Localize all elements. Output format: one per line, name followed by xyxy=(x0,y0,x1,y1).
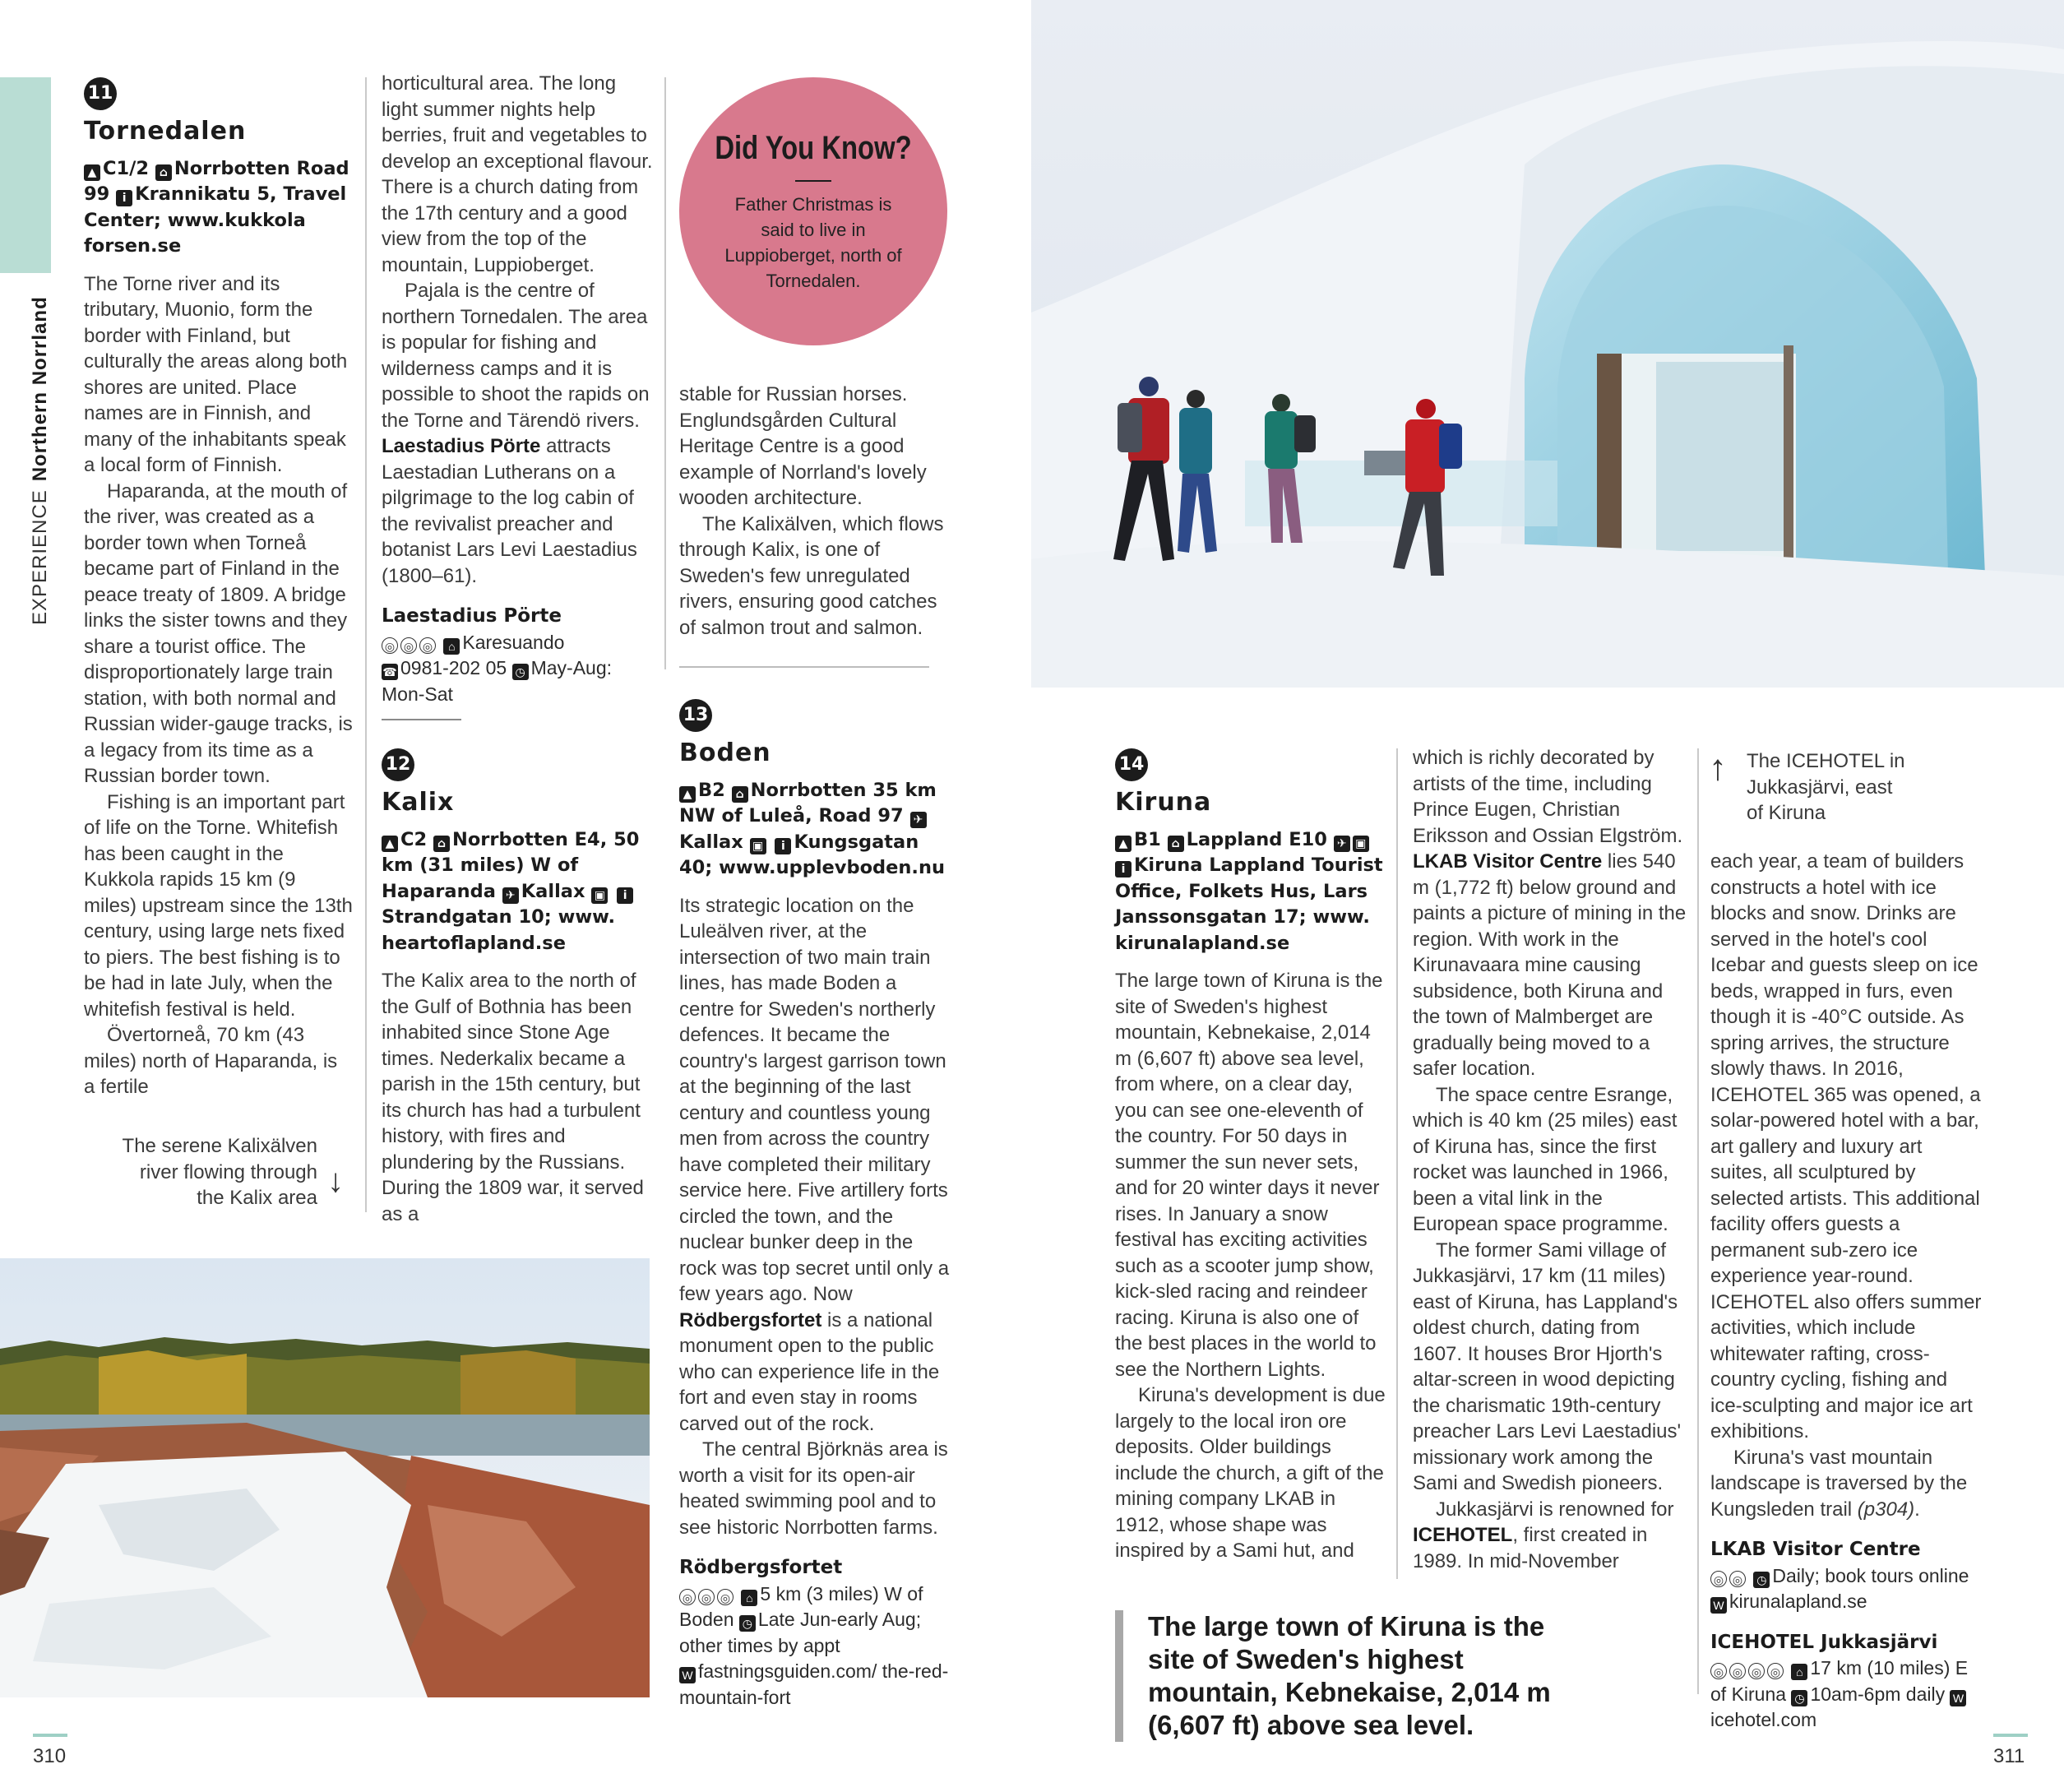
tornedalen-facts: ▲ C1/2 ⌂ Norrbotten Road 99 i Krannikatu 5, Travel Center; www.kukkola forsen.se xyxy=(84,157,349,257)
kiruna-column xyxy=(1115,748,1386,1564)
map-ref-icon: ▲ xyxy=(84,164,100,181)
section-tab xyxy=(0,77,51,273)
kiruna-title: Kiruna xyxy=(1115,788,1212,817)
train-icon: ▣ xyxy=(1353,836,1369,852)
web-icon: W xyxy=(1950,1690,1966,1706)
kalix-paragraph: The Kalix area to the north of the Gulf of Bothnia has been inhabited since Stone Age times. Nederkalix became a parish in the 15th century, but its church has had a turbulent history, with fires and plundering by the Russians. During the 1809 war, it served as a xyxy=(382,970,644,1225)
laestadius-listing: Laestadius Pörte ◎ ◎ ◎ ⌂ Karesuando ☎ 0981-202 05 ◷ May-Aug: Mon-Sat xyxy=(382,604,653,707)
kiruna-paragraph: each year, a team of builders constructs a hotel with ice blocks and snow. Drinks are served in the hotel's cool Icebar and guests sleep on ice beds, wrapped in furs, even though it is -40°C outside. As spring arrives, the structure slowly thaws. In 2016, ICEHOTEL 365 was opened, a solar-powered hotel with a bar, art gallery and luxury art suites, all sculptured by selected artists. This additional facility offers guests a permanent sub-zero ice experience year-round. ICEHOTEL also offers summer activities, which include whitewater rafting, cross-country cycling, fishing and ice-sculpting and major ice art exhibitions. xyxy=(1710,850,1982,1442)
icehotel-website-link[interactable]: icehotel.com xyxy=(1710,1709,1817,1730)
kalix-paragraph: The Kalixälven, which flows through Kalix, is one of Sweden's few unregulated rivers, ensuring good catches of salmon trout and salmon. xyxy=(679,512,944,639)
icehotel-photo xyxy=(1031,0,2064,688)
icehotel-column xyxy=(1710,849,1982,1734)
phone-icon: ☎ xyxy=(382,665,397,678)
boden-paragraph: Its strategic location on the Luleälven river, at the intersection of two main train lines, has made Boden a centre for Sweden's northerly defences. It became the country's largest garrison town at the beginning of the last century and countless young men from across the country have completed their military service here. Five artillery forts circled the town, and the nuclear bunker deep in the rock was top secret until only a few years ago. Now Rödbergsfortet is a national monument open to the public who can experience life in the fort and even stay in rooms carved out of the rock. xyxy=(679,894,950,1435)
entry-number-11: 11 xyxy=(84,77,117,110)
address-icon: ⌂ xyxy=(1791,1664,1807,1680)
entry-number-14: 14 xyxy=(1115,748,1148,781)
clock-icon: ◷ xyxy=(512,664,529,680)
map-ref-icon: ▲ xyxy=(679,786,696,803)
clock-icon: ◷ xyxy=(1753,1572,1770,1588)
shop-icon: ◎ xyxy=(1767,1663,1784,1679)
entry-number-13: 13 xyxy=(679,699,712,732)
lkab-listing: LKAB Visitor Centre ◎ ◎ ◷ Daily; book tours online W kirunalapland.se xyxy=(1710,1537,1982,1615)
kalix-column xyxy=(382,748,653,1227)
icehotel-listing: ICEHOTEL Jukkasjärvi ◎ ◎ ◎ ◎ ⌂ 17 km (10 miles) E of Kiruna ◷ 10am-6pm daily Wicehotel.com xyxy=(1710,1630,1982,1734)
tornedalen-column xyxy=(84,77,354,1100)
sidebar-section: EXPERIENCE xyxy=(29,489,51,625)
restaurant-icon: ◎ xyxy=(1748,1663,1765,1679)
kiruna-paragraph: The former Sami village of Jukkasjärvi, 17 km (11 miles) east of Kiruna, has Lappland's oldest church, dating from 1607. It houses Bror Hjorth's altar-screen in wood depicting the charismatic 19th-century preacher Lars Levi Laestadius' missionary work among the Sami and Swedish pioneers. xyxy=(1413,1239,1682,1494)
tornedalen-continued-column xyxy=(382,71,653,707)
tornedalen-title: Tornedalen xyxy=(84,117,247,146)
tornedalen-paragraph: Haparanda, at the mouth of the river, was created as a border town when Torneå became part of Finland in the peace treaty of 1809. A bridge links the sister towns and they share a tourist office. The disproportionately large train station, with both normal and Russian wider-gauge tracks, is a legacy from its time as a Russian border town. xyxy=(84,479,353,787)
page-number-right: 311 xyxy=(1993,1734,2028,1768)
page-number-tab xyxy=(1993,1734,2028,1737)
listing-title: Laestadius Pörte xyxy=(382,605,562,627)
shop-icon: ◎ xyxy=(419,637,436,654)
tornedalen-website-link[interactable]: Krannikatu 5, Travel Center; www.kukkola forsen.se xyxy=(84,183,347,257)
column-rule xyxy=(1396,748,1398,1579)
family-icon: ◎ xyxy=(698,1589,715,1605)
kalix-river-illustration xyxy=(0,1258,650,1697)
listing-title: LKAB Visitor Centre xyxy=(1710,1539,1921,1560)
kiruna-paragraph: Kiruna's development is due largely to the local iron ore deposits. Older buildings include the church, a gift of the mining company LKAB in 1912, whose shape was inspired by a Sami hut, and xyxy=(1115,1384,1386,1562)
section-divider xyxy=(382,719,461,720)
callout-divider xyxy=(795,180,831,182)
address-icon: ⌂ xyxy=(741,1590,757,1606)
arrow-up-icon: ↑ xyxy=(1709,748,1727,788)
tornedalen-paragraph: horticultural area. The long light summer nights help berries, fruit and vegetables to develop an exceptional flavour. There is a church dating from the 17th century and a good view from the top of the mountain, Luppioberget. xyxy=(382,72,653,276)
kalix-river-photo xyxy=(0,1258,650,1697)
info-icon: i xyxy=(116,190,132,206)
family-icon: ◎ xyxy=(400,637,417,654)
arrow-down-icon: ↓ xyxy=(327,1163,344,1199)
kalix-title: Kalix xyxy=(382,788,455,817)
lkab-website-link[interactable]: kirunalapland.se xyxy=(1729,1591,1867,1612)
kiruna-website-link[interactable]: Kiruna Lappland Tourist Office, Folkets Hus, Lars Janssonsgatan 17; www. kirunalapland.se xyxy=(1115,854,1383,954)
train-icon: ▣ xyxy=(750,838,766,854)
boden-paragraph: The central Björknäs area is worth a visit for its open-air heated swimming pool and to see historic Norrbotten farms. xyxy=(679,1438,948,1539)
icehotel-photo-caption: The ICEHOTEL in Jukkasjärvi, east of Kiruna xyxy=(1747,750,1905,824)
family-icon: ◎ xyxy=(1729,1571,1746,1587)
section-divider xyxy=(679,666,929,668)
train-icon: ▣ xyxy=(591,887,608,904)
listing-title: Rödbergsfortet xyxy=(679,1557,843,1578)
shop-icon: ◎ xyxy=(717,1589,734,1605)
kiruna-paragraph: Jukkasjärvi is renowned for ICEHOTEL, first created in 1989. In mid-November xyxy=(1413,1498,1674,1572)
kalix-paragraph: stable for Russian horses. Englundsgården Cultural Heritage Centre is a good example of Norrland's lovely wooden architecture. xyxy=(679,383,927,509)
address-icon: ⌂ xyxy=(732,786,748,803)
section-sidebar-label xyxy=(29,296,52,625)
icehotel-illustration xyxy=(1031,0,2064,688)
rodbergsfortet-listing: Rödbergsfortet ◎ ◎ ◎ ⌂ 5 km (3 miles) W of Boden ◷ Late Jun-early Aug; other times by appt W fastningsguiden.com/ the-red-mountain-fort xyxy=(679,1555,951,1711)
pull-quote: The large town of Kiruna is the site of Sweden's highest mountain, Kebnekaise, 2,014 m (6,607 ft) above sea level. xyxy=(1115,1610,1576,1742)
page-number-left: 310 xyxy=(33,1734,67,1768)
family-icon: ◎ xyxy=(1729,1663,1746,1679)
did-you-know-title: Did You Know? xyxy=(715,130,912,166)
boden-title: Boden xyxy=(679,739,771,767)
clock-icon: ◷ xyxy=(1791,1690,1807,1706)
did-you-know-callout xyxy=(679,77,947,345)
tornedalen-paragraph: Övertorneå, 70 km (43 miles) north of Haparanda, is a fertile xyxy=(84,1024,338,1098)
kalix-website-link[interactable]: Strandgatan 10; www. heartoflapland.se xyxy=(382,906,616,954)
info-icon: i xyxy=(617,887,633,904)
airport-icon: ✈ xyxy=(502,887,519,904)
info-icon: i xyxy=(1115,861,1131,877)
boden-column xyxy=(679,699,951,1711)
listing-title: ICEHOTEL Jukkasjärvi xyxy=(1710,1631,1938,1653)
kiruna-paragraph: The space centre Esrange, which is 40 km (25 miles) east of Kiruna has, since the first rocket was launched in 1966, been a vital link in the European space programme. xyxy=(1413,1083,1678,1235)
accessibility-icon: ◎ xyxy=(1710,1571,1727,1587)
address-icon: ⌂ xyxy=(443,638,460,655)
kalix-facts: ▲ C2 ⌂ Norrbotten E4, 50 km (31 miles) W of Haparanda ✈ Kallax ▣ iStrandgatan 10; www. heartoflapland.se xyxy=(382,828,640,954)
entry-number-12: 12 xyxy=(382,748,414,781)
kiruna-paragraph: Kiruna's vast mountain landscape is traversed by the Kungsleden trail (p304). xyxy=(1710,1446,1968,1521)
kiruna-facts: ▲ B1 ⌂ Lappland E10 ✈ ▣ i Kiruna Lappland Tourist Office, Folkets Hus, Lars Janssonsgatan 17; www. kirunalapland.se xyxy=(1115,828,1383,954)
web-icon: W xyxy=(1710,1597,1727,1614)
tornedalen-paragraph: The Torne river and its tributary, Muonio, form the border with Finland, but culturally the areas along both shores are united. Place names are in Finnish, and many of the inhabitants speak a local form of Finnish. xyxy=(84,272,348,476)
map-ref-icon: ▲ xyxy=(1115,836,1131,852)
map-ref-icon: ▲ xyxy=(382,836,398,852)
airport-icon: ✈ xyxy=(1334,836,1350,852)
info-icon: i xyxy=(775,838,791,854)
did-you-know-text: Father Christmas is said to live in Luppioberget, north of Tornedalen. xyxy=(724,194,902,291)
rodbergsfortet-website-link[interactable]: fastningsguiden.com/ the-red-mountain-fort xyxy=(679,1660,949,1708)
kiruna-paragraph: which is richly decorated by artists of the time, including Prince Eugen, Christian Eriksson and Ossian Elgström. LKAB Visitor Centre lies 540 m (1,772 ft) below ground and paints a picture of mining in the region. With work in the Kirunavaara mine causing subsidence, both Kiruna and the town of Malmberget are gradually being moved to a safer location. xyxy=(1413,747,1687,1080)
address-icon: ⌂ xyxy=(433,836,450,852)
kalix-photo-caption: The serene Kalixälven river flowing through the Kalix area xyxy=(122,1135,317,1209)
airport-icon: ✈ xyxy=(910,812,927,828)
web-icon: W xyxy=(679,1667,696,1683)
kalix-continued-column xyxy=(679,382,951,641)
tornedalen-paragraph: Pajala is the centre of northern Tornedalen. The area is popular for fishing and wilderness camps and it is possible to shoot the rapids on the Torne and Tärendö rivers. Laestadius Pörte attracts Laestadian Lutherans on a pilgrimage to the log cabin of the revivalist preacher and botanist Lars Levi Laestadius (1800–61). xyxy=(382,280,650,587)
sidebar-region: Northern Norrland xyxy=(29,296,51,482)
page-number-tab xyxy=(33,1734,67,1737)
clock-icon: ◷ xyxy=(739,1615,756,1632)
address-icon: ⌂ xyxy=(155,164,172,181)
accessibility-icon: ◎ xyxy=(1710,1663,1727,1679)
boden-website-link[interactable]: Kungsgatan 40; www.upplevboden.nu xyxy=(679,831,946,878)
accessibility-icon: ◎ xyxy=(679,1589,696,1605)
accessibility-icon: ◎ xyxy=(382,637,398,654)
kiruna-paragraph: The large town of Kiruna is the site of Sweden's highest mountain, Kebnekaise, 2,014 m (6,607 ft) above sea level, from where, on a clear day, you can see one-eleventh of the country. For 50 days in summer the sun never sets, and for 20 winter days it never rises. In January a snow festival has exciting activities such as a scooter jump show, kick-sled racing and reindeer racing. Kiruna is also one of the best places in the world to see the Northern Lights. xyxy=(1115,970,1383,1381)
column-rule xyxy=(1697,748,1699,1694)
tornedalen-paragraph: Fishing is an important part of life on the Torne. Whitefish has been caught in the Kukkola rapids 15 km (9 miles) upstream since the 13th century, using large nets fixed to piers. The best fishing is to be had in late July, when the whitefish festival is held. xyxy=(84,790,353,1021)
address-icon: ⌂ xyxy=(1168,836,1184,852)
kiruna-continued-column xyxy=(1413,745,1687,1574)
boden-facts: ▲ B2 ⌂ Norrbotten 35 km NW of Luleå, Road 97 ✈Kallax ▣ i Kungsgatan 40; www.upplevboden.nu xyxy=(679,779,946,878)
column-rule xyxy=(365,77,367,1212)
column-rule xyxy=(664,77,666,669)
